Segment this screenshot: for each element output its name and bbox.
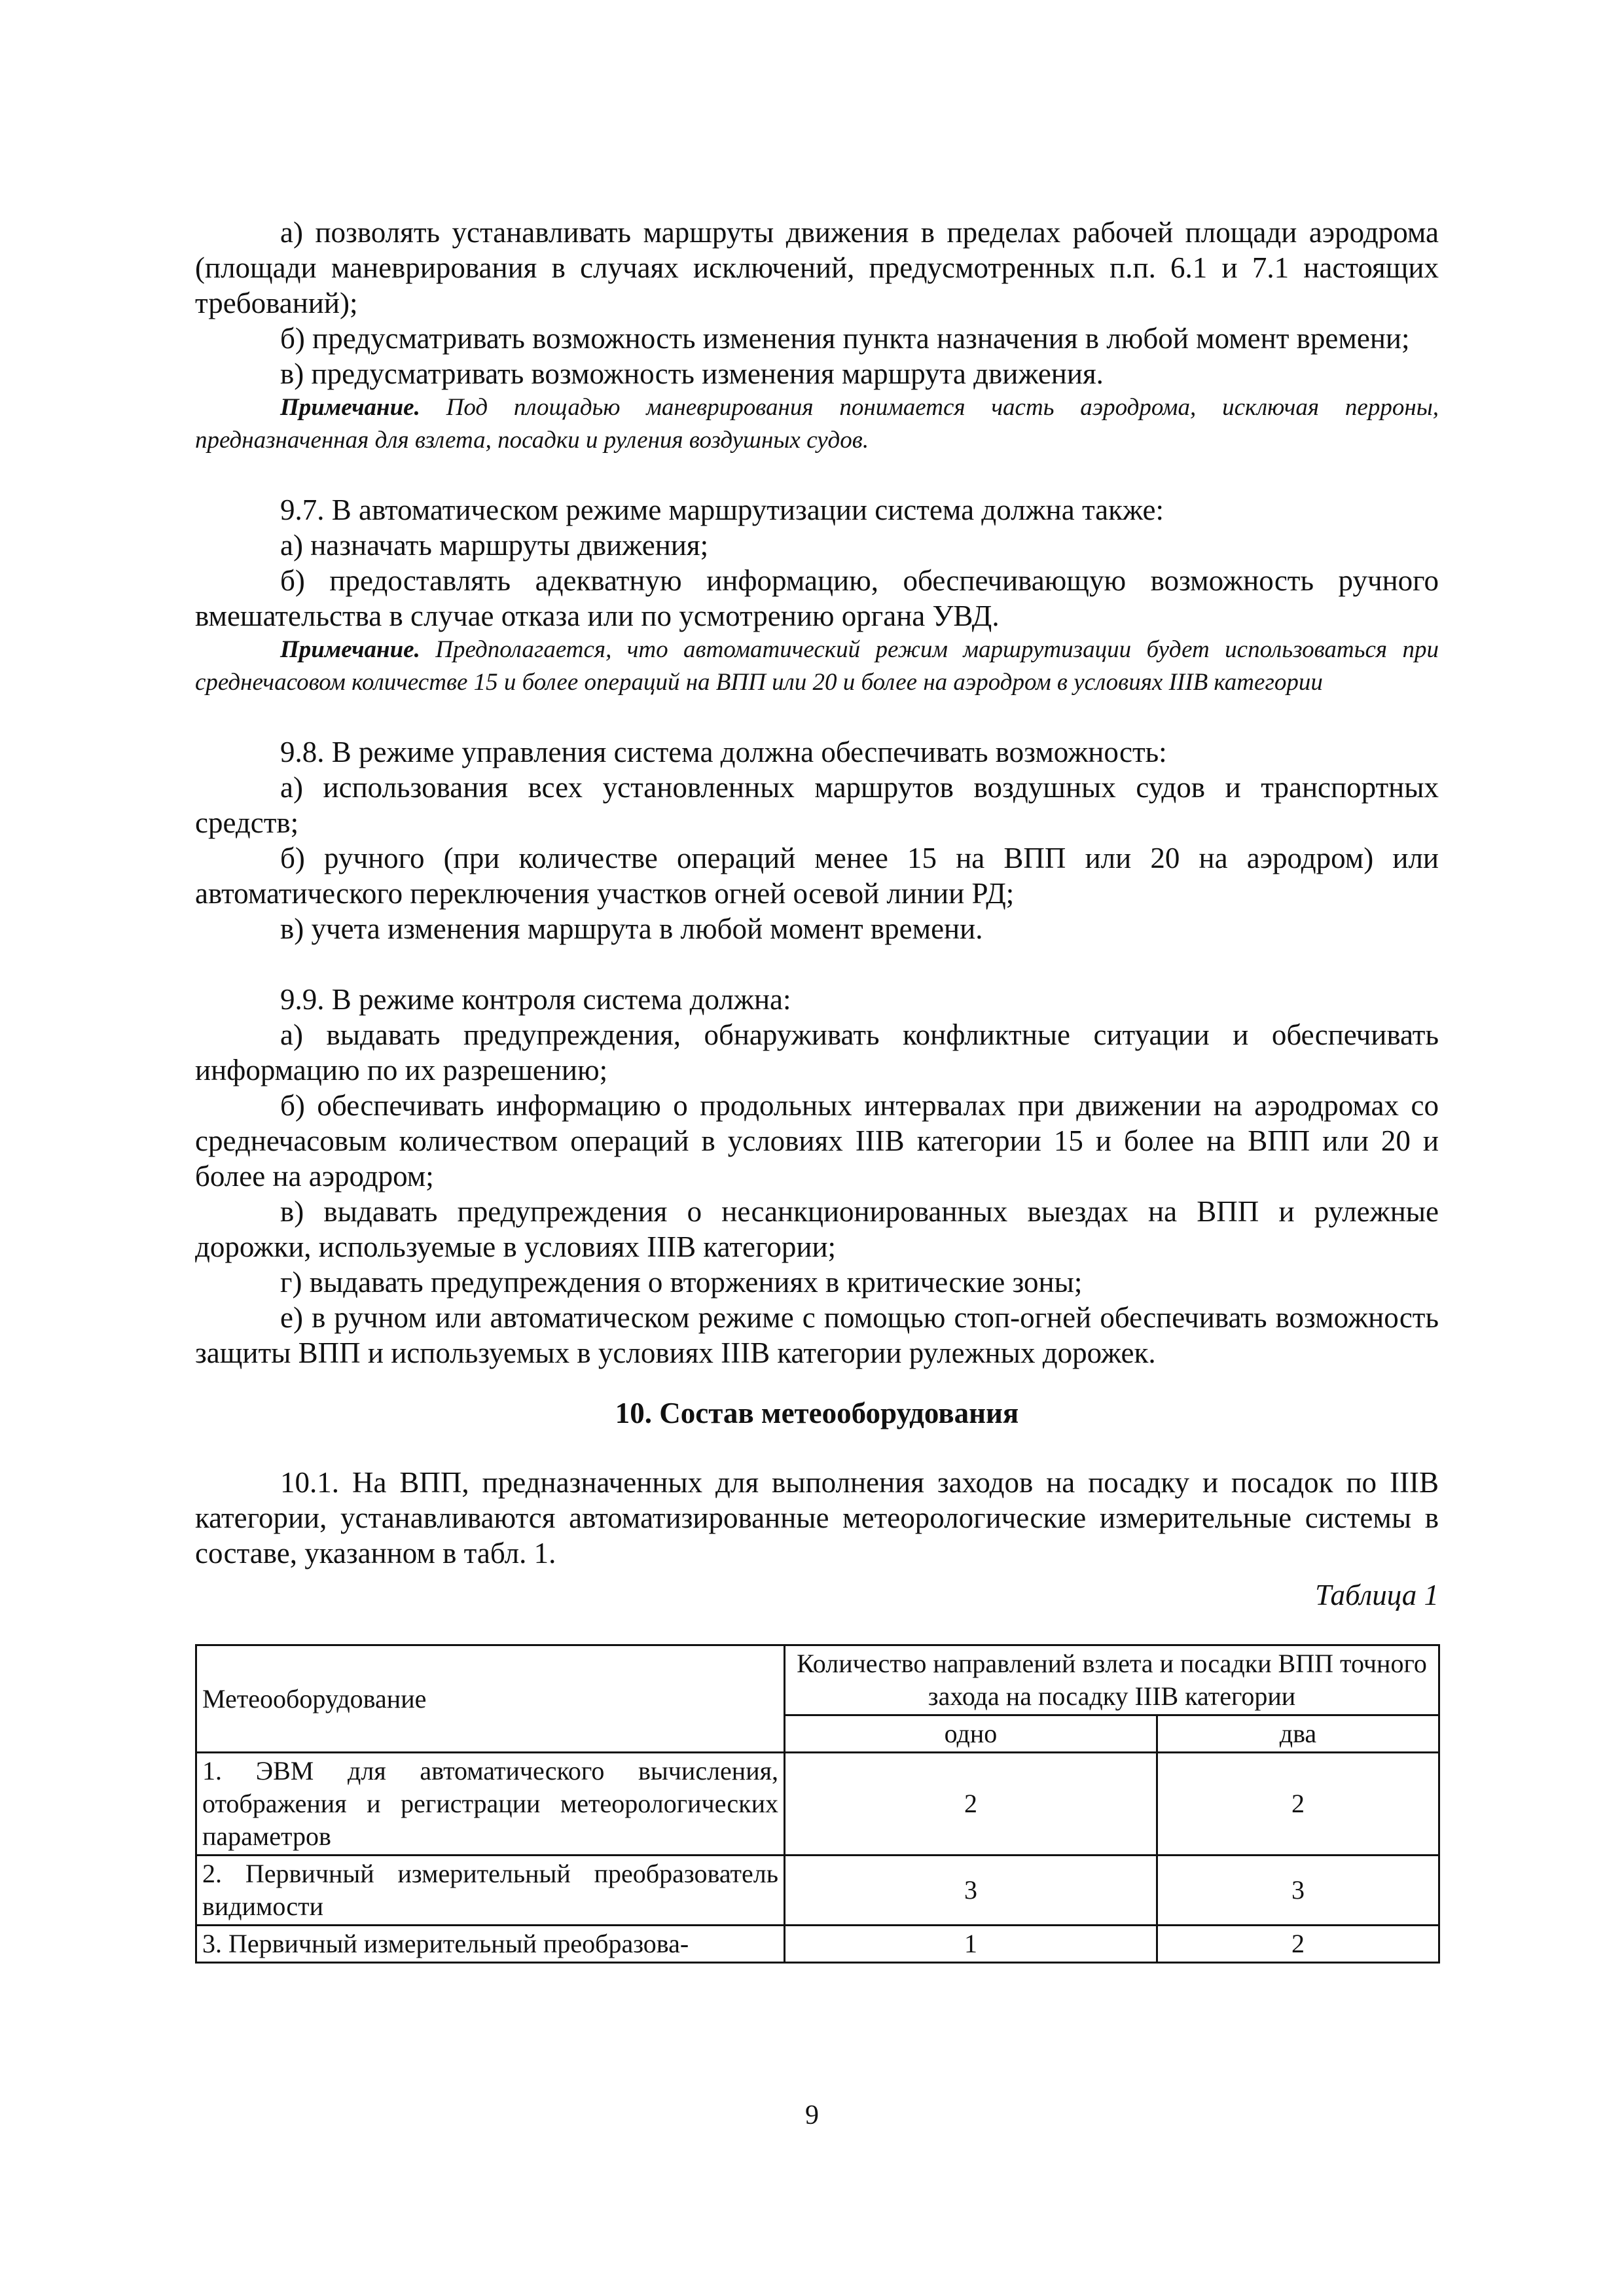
section-9-7-lead: 9.7. В автоматическом режиме маршрутизации система должна также: [280,493,1164,526]
cell-equipment-name: 2. Первичный измерительный преобразователь видимости [196,1856,785,1926]
list-item-9-8-c: в) учета изменения маршрута в любой момент времени. [280,912,983,945]
table-row [196,1753,1439,1856]
cell-value-one: 3 [785,1856,1157,1926]
header-one: одно [785,1715,1157,1753]
list-item-9-6-b: б) предусматривать возможность изменения пункта назначения в любой момент времени; [280,322,1410,355]
cell-value-two: 3 [1157,1856,1439,1926]
list-item-9-7-b: б) предоставлять адекватную информацию, обеспечивающую возможность ручного вмешательства в случае отказа или по усмотрению органа УВД. [195,564,1439,632]
document-page [195,215,1439,1964]
list-item-9-8-a: а) использования всех установленных маршрутов воздушных судов и транспортных средств; [195,771,1439,839]
list-item-9-6-c: в) предусматривать возможность изменения маршрута движения. [280,357,1104,390]
page-number: 9 [805,2100,819,2130]
list-item-9-9-c: в) выдавать предупреждения о несанкционированных выездах на ВПП и рулежные дорожки, используемые в условиях IIIВ категории; [195,1195,1439,1263]
cell-value-two: 2 [1157,1926,1439,1963]
table-row [196,1856,1439,1926]
cell-equipment-name: 1. ЭВМ для автоматического вычисления, отображения и регистрации метеорологических параметров [196,1753,785,1856]
note-9-7 [195,634,1439,699]
list-item-9-9-e: е) в ручном или автоматическом режиме с помощью стоп-огней обеспечивать возможность защиты ВПП и используемых в условиях IIIВ категории рулежных дорожек. [195,1301,1439,1369]
note-text: Под площадью маневрирования понимается часть аэродрома, исключая перроны, предназначенная для взлета, посадки и руления воздушных судов. [195,394,1439,454]
list-item-9-9-a: а) выдавать предупреждения, обнаруживать конфликтные ситуации и обеспечивать информацию по их разрешению; [195,1018,1439,1086]
table-title: Таблица 1 [1315,1579,1439,1611]
header-directions: Количество направлений взлета и посадки ВПП точного захода на посадку IIIВ категории [785,1645,1439,1715]
section-9-9-lead: 9.9. В режиме контроля система должна: [280,983,791,1016]
section-9-8-lead: 9.8. В режиме управления система должна обеспечивать возможность: [280,736,1167,768]
cell-value-two: 2 [1157,1753,1439,1856]
note-9-6 [195,391,1439,457]
list-item-9-9-b: б) обеспечивать информацию о продольных интервалах при движении на аэродромах со среднечасовым количеством операций в условиях IIIВ категории 15 и более на ВПП или 20 и более на аэродром; [195,1089,1439,1193]
list-item-9-8-b: б) ручного (при количестве операций менее 15 на ВПП или 20 на аэродром) или автоматического переключения участков огней осевой линии РД; [195,842,1439,910]
note-text: Предполагается, что автоматический режим маршрутизации будет использоваться при среднечасовом количестве 15 и более операций на ВПП или 20 и более на аэродром в условиях IIIВ категории [195,636,1439,696]
meteo-equipment-table [195,1644,1440,1964]
section-10-1-paragraph: 10.1. На ВПП, предназначенных для выполнения заходов на посадку и посадок по IIIВ категории, устанавливаются автоматизированные метеорологические измерительные системы в составе, указанном в табл. 1. [195,1466,1439,1570]
note-label: Примечание. [280,636,420,663]
list-item-9-9-d: г) выдавать предупреждения о вторжениях в критические зоны; [280,1266,1083,1299]
table-row [196,1926,1439,1963]
cell-equipment-name: 3. Первичный измерительный преобразова- [196,1926,785,1963]
header-equipment: Метеооборудование [196,1645,785,1753]
note-label: Примечание. [280,394,420,421]
cell-value-one: 2 [785,1753,1157,1856]
section-10-heading: 10. Состав метеооборудования [615,1397,1019,1429]
header-two: два [1157,1715,1439,1753]
cell-value-one: 1 [785,1926,1157,1963]
list-item-9-6-a: а) позволять устанавливать маршруты движения в пределах рабочей площади аэродрома (площади маневрирования в случаях исключений, предусмотренных п.п. 6.1 и 7.1 настоящих требований); [195,216,1439,319]
list-item-9-7-a: а) назначать маршруты движения; [280,529,709,562]
